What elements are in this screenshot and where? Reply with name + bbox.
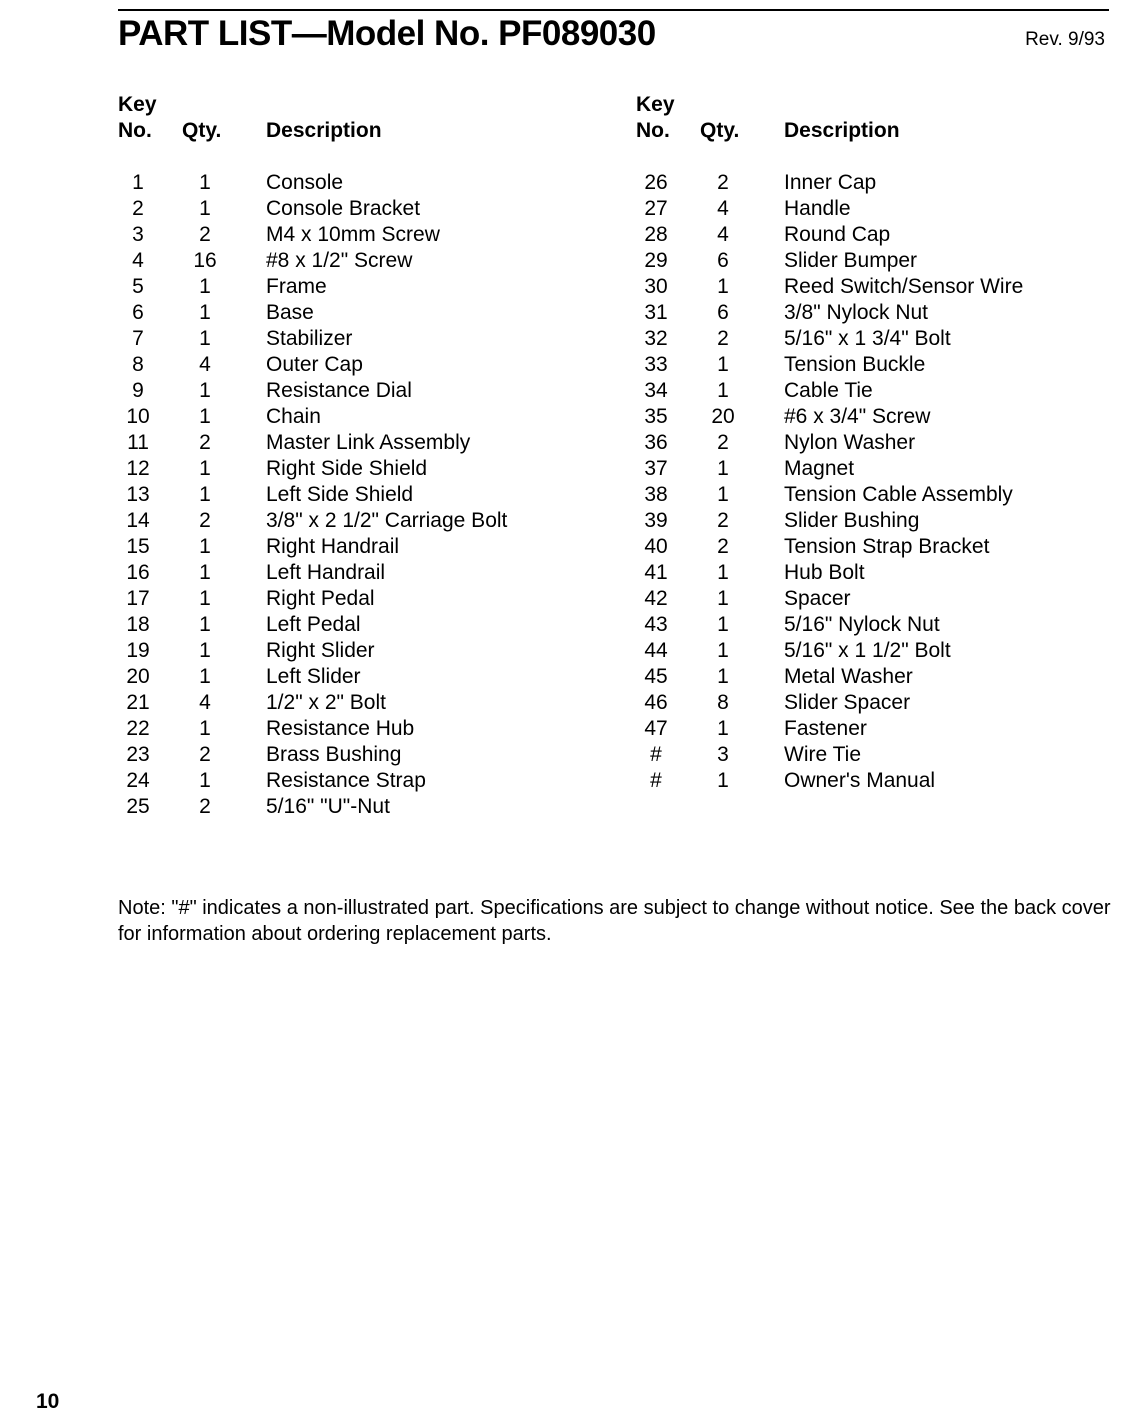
part-description: Resistance Dial <box>266 379 412 402</box>
key-number: 9 <box>132 379 144 402</box>
quantity: 1 <box>199 769 211 792</box>
quantity: 1 <box>717 639 729 662</box>
quantity: 1 <box>199 457 211 480</box>
part-description: Left Pedal <box>266 613 361 636</box>
quantity: 1 <box>199 587 211 610</box>
header-rule <box>118 9 1109 11</box>
key-number: 30 <box>644 275 668 298</box>
part-description: Right Slider <box>266 639 375 662</box>
key-number: # <box>650 769 662 792</box>
part-description: 3/8" Nylock Nut <box>784 301 929 324</box>
quantity: 2 <box>717 171 729 194</box>
part-description: Brass Bushing <box>266 743 402 766</box>
quantity: 1 <box>717 275 729 298</box>
quantity: 2 <box>717 509 729 532</box>
key-number: 41 <box>644 561 668 584</box>
key-number: 39 <box>644 509 668 532</box>
key-number: 16 <box>126 561 150 584</box>
key-header-line1: Key <box>636 93 675 116</box>
quantity: 1 <box>199 483 211 506</box>
part-description: Tension Cable Assembly <box>784 483 1013 506</box>
quantity: 1 <box>199 301 211 324</box>
key-number: 22 <box>126 717 150 740</box>
part-description: Handle <box>784 197 851 220</box>
quantity: 1 <box>199 405 211 428</box>
part-description: Base <box>266 301 314 324</box>
part-description: Master Link Assembly <box>266 431 471 454</box>
key-number: 15 <box>126 535 150 558</box>
part-description: #8 x 1/2" Screw <box>266 249 413 272</box>
part-description: Frame <box>266 275 327 298</box>
part-description: Resistance Hub <box>266 717 415 740</box>
quantity: 1 <box>717 717 729 740</box>
part-description: Reed Switch/Sensor Wire <box>784 275 1024 298</box>
quantity: 1 <box>199 717 211 740</box>
key-number: 20 <box>126 665 150 688</box>
key-header-line1: Key <box>118 93 157 116</box>
key-number: 18 <box>126 613 150 636</box>
key-number: 25 <box>126 795 150 818</box>
key-number: 17 <box>126 587 150 610</box>
part-description: Hub Bolt <box>784 561 865 584</box>
quantity: 4 <box>199 691 211 714</box>
part-description: Nylon Washer <box>784 431 916 454</box>
quantity: 1 <box>199 561 211 584</box>
key-number: 21 <box>126 691 150 714</box>
key-number: 19 <box>126 639 150 662</box>
key-number: 34 <box>644 379 668 402</box>
quantity: 1 <box>199 613 211 636</box>
part-description: Console Bracket <box>266 197 421 220</box>
quantity: 2 <box>717 535 729 558</box>
part-description: Resistance Strap <box>266 769 426 792</box>
qty-header: Qty. <box>700 119 740 142</box>
key-number: 27 <box>644 197 668 220</box>
part-description: Slider Spacer <box>784 691 911 714</box>
quantity: 2 <box>199 509 211 532</box>
key-number: 6 <box>132 301 144 324</box>
quantity: 1 <box>717 483 729 506</box>
page-number: 10 <box>36 1390 60 1413</box>
part-description: Tension Strap Bracket <box>784 535 990 558</box>
key-number: 11 <box>127 431 149 454</box>
key-number: 10 <box>126 405 150 428</box>
quantity: 2 <box>199 431 211 454</box>
quantity: 2 <box>717 431 729 454</box>
part-description: 5/16" "U"-Nut <box>266 795 390 818</box>
key-number: 42 <box>644 587 668 610</box>
part-description: Right Pedal <box>266 587 375 610</box>
key-number: 12 <box>126 457 150 480</box>
part-description: Left Side Shield <box>266 483 414 506</box>
part-description: #6 x 3/4" Screw <box>784 405 931 428</box>
quantity: 2 <box>717 327 729 350</box>
key-number: 31 <box>644 301 668 324</box>
quantity: 4 <box>717 223 729 246</box>
key-number: 47 <box>644 717 668 740</box>
quantity: 1 <box>199 197 211 220</box>
quantity: 20 <box>711 405 735 428</box>
part-description: Cable Tie <box>784 379 873 402</box>
key-number: 45 <box>644 665 668 688</box>
quantity: 4 <box>199 353 211 376</box>
part-description: Metal Washer <box>784 665 913 688</box>
footnote: Note: "#" indicates a non-illustrated part. Specifications are subject to change without notice. See the back cover for information about ordering replacement parts. <box>118 897 1111 945</box>
quantity: 6 <box>717 249 729 272</box>
part-description: Tension Buckle <box>784 353 926 376</box>
quantity: 1 <box>199 275 211 298</box>
key-number: 3 <box>132 223 144 246</box>
part-description: 5/16" x 1 1/2" Bolt <box>784 639 951 662</box>
key-number: 2 <box>132 197 144 220</box>
key-header-line2: No. <box>118 119 152 142</box>
part-description: Slider Bumper <box>784 249 918 272</box>
key-number: 8 <box>132 353 144 376</box>
quantity: 2 <box>199 743 211 766</box>
part-description: M4 x 10mm Screw <box>266 223 440 246</box>
part-description: 5/16" x 1 3/4" Bolt <box>784 327 951 350</box>
key-number: 46 <box>644 691 668 714</box>
key-number: 33 <box>644 353 668 376</box>
part-description: Owner's Manual <box>784 769 936 792</box>
key-number: 1 <box>132 171 144 194</box>
part-description: Right Side Shield <box>266 457 428 480</box>
quantity: 2 <box>199 795 211 818</box>
part-description: Left Handrail <box>266 561 386 584</box>
key-number: 36 <box>644 431 668 454</box>
key-header-line2: No. <box>636 119 670 142</box>
quantity: 1 <box>199 327 211 350</box>
part-description: Magnet <box>784 457 855 480</box>
part-description: Fastener <box>784 717 867 740</box>
key-number: 24 <box>126 769 150 792</box>
key-number: 40 <box>644 535 668 558</box>
part-description: 5/16" Nylock Nut <box>784 613 940 636</box>
key-number: 5 <box>132 275 144 298</box>
part-description: Outer Cap <box>266 353 363 376</box>
part-description: Stabilizer <box>266 327 353 350</box>
page-title: PART LIST—Model No. PF089030 <box>118 14 656 53</box>
quantity: 1 <box>717 665 729 688</box>
quantity: 6 <box>717 301 729 324</box>
part-description: Left Slider <box>266 665 361 688</box>
quantity: 1 <box>717 561 729 584</box>
part-description: 3/8" x 2 1/2" Carriage Bolt <box>266 509 508 532</box>
quantity: 2 <box>199 223 211 246</box>
revision-date: Rev. 9/93 <box>1025 29 1105 50</box>
key-number: 29 <box>644 249 668 272</box>
part-description: Spacer <box>784 587 851 610</box>
description-header: Description <box>266 119 382 142</box>
part-description: 1/2" x 2" Bolt <box>266 691 386 714</box>
part-description: Chain <box>266 405 321 428</box>
quantity: 1 <box>717 379 729 402</box>
quantity: 1 <box>199 379 211 402</box>
part-description: Console <box>266 171 344 194</box>
part-description: Inner Cap <box>784 171 877 194</box>
quantity: 1 <box>717 353 729 376</box>
key-number: # <box>650 743 662 766</box>
key-number: 4 <box>132 249 144 272</box>
part-description: Right Handrail <box>266 535 400 558</box>
key-number: 35 <box>644 405 668 428</box>
key-number: 43 <box>644 613 668 636</box>
quantity: 4 <box>717 197 729 220</box>
key-number: 23 <box>126 743 150 766</box>
key-number: 13 <box>126 483 150 506</box>
key-number: 44 <box>644 639 668 662</box>
part-description: Slider Bushing <box>784 509 920 532</box>
part-description: Wire Tie <box>784 743 862 766</box>
key-number: 14 <box>126 509 150 532</box>
part-description: Round Cap <box>784 223 891 246</box>
quantity: 1 <box>199 639 211 662</box>
description-header: Description <box>784 119 900 142</box>
quantity: 1 <box>717 457 729 480</box>
quantity: 1 <box>717 613 729 636</box>
key-number: 37 <box>644 457 668 480</box>
quantity: 1 <box>717 769 729 792</box>
key-number: 32 <box>644 327 668 350</box>
key-number: 28 <box>644 223 668 246</box>
qty-header: Qty. <box>182 119 222 142</box>
key-number: 38 <box>644 483 668 506</box>
quantity: 1 <box>199 171 211 194</box>
quantity: 1 <box>199 535 211 558</box>
quantity: 1 <box>199 665 211 688</box>
quantity: 1 <box>717 587 729 610</box>
quantity: 8 <box>717 691 729 714</box>
quantity: 16 <box>193 249 217 272</box>
key-number: 26 <box>644 171 668 194</box>
key-number: 7 <box>132 327 144 350</box>
quantity: 3 <box>717 743 729 766</box>
